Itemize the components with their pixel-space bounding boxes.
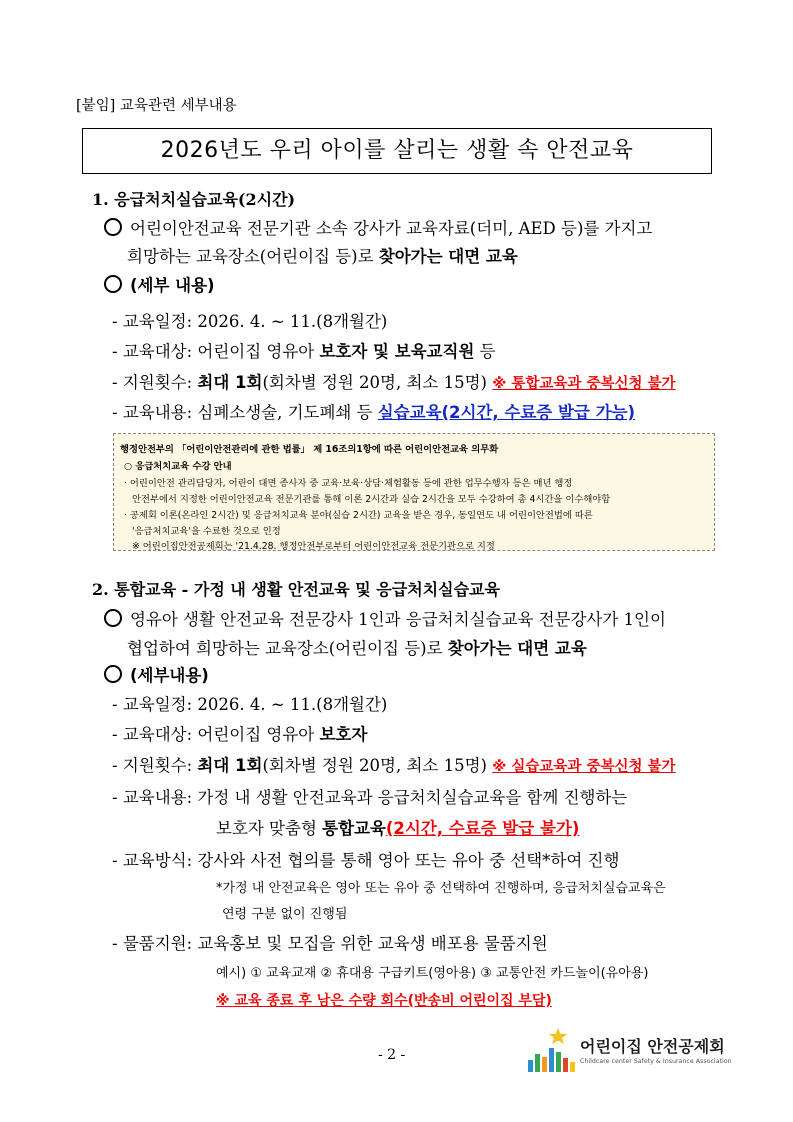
notice-box (113, 433, 715, 551)
section1-intro-text: 어린이안전교육 전문기관 소속 강사가 교육자료(더미, AED 등)를 가지고 (130, 219, 653, 238)
notice-line-4: 안전부에서 지정한 어린이안전교육 전문기관를 통해 이론 2시간과 실습 2시간을 모두 수강하여 총 4시간을 이수해야함 (132, 494, 611, 505)
circle-bullet-icon (104, 665, 122, 683)
section1-count-emphasis: 최대 1회 (197, 373, 263, 392)
section2-supplies: - 물품지원: 교육홍보 및 모집을 위한 교육생 배포용 물품지원 (112, 934, 548, 953)
section2-content-line1: - 교육내용: 가정 내 생활 안전교육과 응급처치실습교육을 함께 진행하는 (112, 788, 628, 807)
section1-target-label: - 교육대상: 어린이집 영유아 (112, 342, 320, 361)
section1-target-emphasis: 보호자 및 보육교직원 (319, 342, 475, 361)
logo-subtitle: Childcare center Safety & Insurance Association (580, 1058, 732, 1065)
section2-heading: 2. 통합교육 - 가정 내 생활 안전교육 및 응급처치실습교육 (92, 580, 500, 599)
section2-count-emphasis: 최대 1회 (197, 756, 263, 775)
section2-details-title (104, 662, 209, 686)
section2-details-label: (세부내용) (130, 666, 209, 685)
section2-content-label: 보호자 맞춤형 (216, 819, 323, 838)
section1-visit-emphasis: 찾아가는 대면 교육 (378, 247, 518, 266)
section2-supplies-example: 예시) ① 교육교재 ② 휴대용 구급키트(영아용) ③ 교통안전 카드놀이(유아용) (216, 966, 649, 981)
notice-line-guide: ○ 응급처치교육 수강 안내 (124, 461, 232, 472)
section1-content-label: - 교육내용: 심폐소생술, 기도폐쇄 등 (112, 403, 378, 422)
section1-intro-line1 (104, 215, 652, 239)
notice-line-law: 행정안전부의 「어린이안전관리에 관한 법률」 제 16조의1항에 따른 어린이안전교육 의무화 (120, 444, 499, 455)
section1-intro-line2 (127, 243, 518, 267)
notice-line-7: ※ 어린이집안전공제회는 '21.4.28. 행정안전부로부터 어린이안전교육 전문기관으로 지정 (132, 541, 495, 552)
circle-bullet-icon (104, 275, 122, 293)
section2-intro-line2 (127, 635, 587, 659)
section2-content-note: (2시간, 수료증 발급 불가) (385, 819, 580, 838)
section1-count-warning: ※ 통합교육과 중복신청 불가 (492, 376, 676, 392)
section2-count-label: - 지원횟수: (112, 756, 198, 775)
section2-count-warning: ※ 실습교육과 중복신청 불가 (492, 759, 676, 775)
section2-count-detail: (회차별 정원 20명, 최소 15명) (262, 756, 493, 775)
notice-line-6: '응급처치교육'을 수료한 것으로 인정 (132, 526, 281, 537)
section1-count-label: - 지원횟수: (112, 373, 198, 392)
section2-period: - 교육일정: 2026. 4. ~ 11.(8개월간) (112, 695, 388, 714)
circle-bullet-icon (104, 218, 122, 236)
section1-intro-text2: 희망하는 교육장소(어린이집 등)로 (127, 247, 379, 266)
section1-details-title (104, 272, 215, 296)
section2-target (112, 721, 367, 745)
section2-intro-text: 영유아 생활 안전교육 전문강사 1인과 응급처치실습교육 전문강사가 1인이 (130, 610, 666, 629)
page-number: - 2 - (378, 1047, 406, 1063)
section2-method-note2: 연령 구분 없이 진행됨 (222, 907, 348, 922)
logo-mark-icon (524, 1026, 580, 1078)
logo-name: 어린이집 안전공제회 (580, 1037, 725, 1056)
section1-count (112, 369, 676, 393)
section2-content-emphasis: 통합교육 (322, 819, 386, 838)
page-title: 2026년도 우리 아이를 살리는 생활 속 안전교육 (160, 138, 634, 163)
section2-content-line2 (216, 815, 579, 839)
notice-line-5: · 공제회 이론(온라인 2시간) 및 응급처치교육 분야(실습 2시간) 교육을 받은 경우, 동일연도 내 어린이안전법에 따른 (124, 510, 593, 521)
section2-method-note1: *가정 내 안전교육은 영아 또는 유아 중 선택하여 진행하며, 응급처치실습교육은 (216, 881, 666, 896)
section1-target (112, 338, 496, 362)
section2-count (112, 752, 676, 776)
attachment-label: [붙임] 교육관련 세부내용 (76, 98, 237, 114)
section2-target-emphasis: 보호자 (319, 725, 368, 744)
circle-bullet-icon (104, 609, 122, 627)
notice-line-3: · 어린이안전 관리담당자, 어린이 대면 종사자 중 교육·보육·상담·체험활동 등에 관한 업무수행자 등은 매년 행정 (124, 478, 573, 489)
section1-count-detail: (회차별 정원 20명, 최소 15명) (262, 373, 493, 392)
section1-content-emphasis: 실습교육(2시간, 수료증 발급 가능) (377, 403, 636, 422)
section2-method: - 교육방식: 강사와 사전 협의를 통해 영아 또는 유아 중 선택*하여 진행 (112, 851, 620, 870)
section2-target-label: - 교육대상: 어린이집 영유아 (112, 725, 320, 744)
section1-content (112, 399, 635, 423)
section1-target-suffix: 등 (474, 342, 496, 361)
section2-supplies-warning: ※ 교육 종료 후 남은 수량 회수(반송비 어린이집 부담) (216, 993, 552, 1009)
section2-visit-emphasis: 찾아가는 대면 교육 (447, 639, 587, 658)
section1-period: - 교육일정: 2026. 4. ~ 11.(8개월간) (112, 312, 388, 331)
section1-details-label: (세부 내용) (130, 276, 215, 295)
section2-intro-text2: 협업하여 희망하는 교육장소(어린이집 등)로 (127, 639, 448, 658)
logo (524, 1026, 734, 1078)
section2-intro-line1 (104, 606, 666, 630)
section1-heading: 1. 응급처치실습교육(2시간) (92, 190, 296, 209)
title-box (82, 128, 712, 174)
